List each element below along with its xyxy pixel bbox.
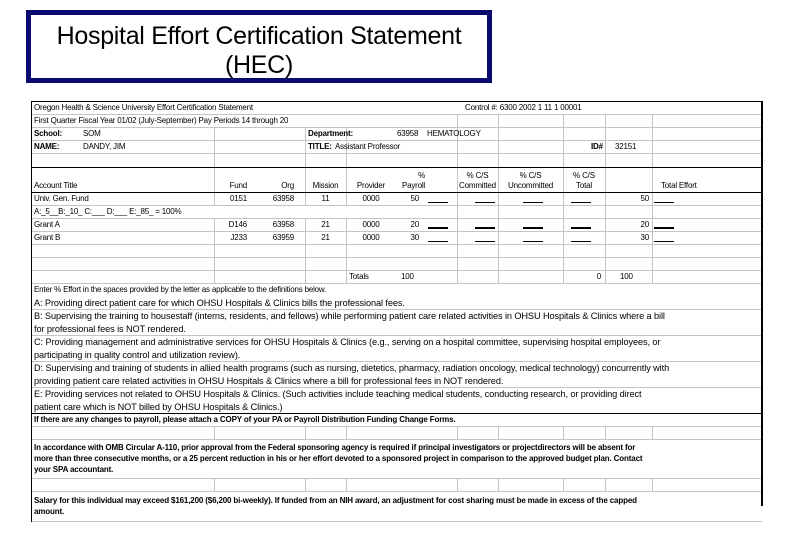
- row1-total-effort: 50: [640, 194, 649, 203]
- row1-mission: 11: [321, 194, 330, 203]
- title-value: Assistant Professor: [335, 142, 401, 151]
- row2-account: Grant A: [34, 220, 60, 229]
- row3-fund: J233: [230, 233, 247, 242]
- col-total-effort: Total Effort: [661, 181, 697, 190]
- row2-cs-uncommitted-field[interactable]: [523, 219, 543, 229]
- row1-cs-total-field[interactable]: [571, 193, 591, 203]
- grid-hline: [31, 167, 762, 168]
- row2-org: 63958: [272, 220, 294, 229]
- row3-cs-committed-field[interactable]: [475, 232, 495, 242]
- col-cs-total-line2: Total: [576, 181, 592, 190]
- row1-org: 63958: [272, 194, 294, 203]
- row1-cs-uncommitted-field[interactable]: [523, 193, 543, 203]
- row2-cs-total-field[interactable]: [571, 219, 591, 229]
- id-label: ID#: [591, 142, 603, 151]
- row1-account: Univ. Gen. Fund: [34, 194, 89, 203]
- definition-e-line2: patient care which is NOT billed by OHSU Hospitals & Clinics.): [34, 402, 283, 412]
- omb-note-line3: your SPA accountant.: [34, 465, 114, 474]
- department-code: 63958: [397, 129, 419, 138]
- definition-c-line1: C: Providing management and administrative services for OHSU Hospitals & Clinics (e.g., serving on a hospital committee, supervising hospital employees, or: [34, 337, 661, 347]
- col-org: Org: [281, 181, 294, 190]
- school-value: SOM: [83, 129, 101, 138]
- grid-hline: [31, 127, 762, 128]
- control-number: Control #: 6300 2002 1 11 1 00001: [465, 103, 582, 112]
- row1-payroll: 50: [410, 194, 419, 203]
- grid-hline: [31, 270, 762, 271]
- row1-cs-committed-field[interactable]: [475, 193, 495, 203]
- col-pct-payroll-line2: Payroll: [401, 181, 425, 190]
- omb-note-line1: In accordance with OMB Circular A-110, prior approval from the Federal sponsoring agency is required if principal investigators or projectdirectors will be absent for: [34, 443, 636, 452]
- form-border-top: [31, 101, 762, 102]
- row3-org: 63959: [272, 233, 294, 242]
- form-border-left: [31, 101, 32, 522]
- row1-provider: 0000: [362, 194, 380, 203]
- col-pct-payroll-line1: %: [418, 171, 425, 180]
- payroll-change-note: If there are any changes to payroll, please attach a COPY of your PA or Payroll Distribution Funding Change Forms.: [34, 415, 456, 424]
- row2-blank-a[interactable]: [428, 219, 448, 229]
- id-value: 32151: [615, 142, 637, 151]
- department-name: HEMATOLOGY: [427, 129, 481, 138]
- totals-label: Totals: [349, 272, 369, 281]
- period-line: First Quarter Fiscal Year 01/02 (July-September) Pay Periods 14 through 20: [34, 116, 289, 125]
- row3-blank-a[interactable]: [428, 232, 448, 242]
- col-fund: Fund: [229, 181, 247, 190]
- totals-cs-total: 0: [596, 272, 601, 281]
- row2-payroll: 20: [410, 220, 419, 229]
- omb-note-line2: more than three consecutive months, or a 25 percent reduction in his or her effort devoted to a sponsored project in comparison to the approved budget plan. Contact: [34, 454, 643, 463]
- col-cs-committed-line1: % C/S: [466, 171, 489, 180]
- salary-note-line1: Salary for this individual may exceed $161,200 ($6,200 bi-weekly). If funded from an NIH award, an adjustment for cost sharing must be made in excess of the capped: [34, 496, 637, 505]
- slide-title-box: [26, 10, 492, 83]
- effort-certification-form: [31, 101, 762, 522]
- school-label: School:: [34, 129, 62, 138]
- grid-hline: [31, 218, 762, 219]
- grid-hline: [31, 192, 762, 193]
- title-label: TITLE:: [308, 142, 332, 151]
- slide-title-line2: (HEC): [225, 51, 293, 79]
- definition-b-line2: for professional fees is NOT rendered.: [34, 324, 186, 334]
- grid-hline: [31, 439, 762, 440]
- row3-payroll: 30: [410, 233, 419, 242]
- definition-d-line2: providing patient care related activities in OHSU Hospitals & Clinics where a bill for professional fees in NOT rendered.: [34, 376, 504, 386]
- col-cs-total-line1: % C/S: [573, 171, 595, 180]
- definition-e-line1: E: Providing services not related to OHSU Hospitals & Clinics. (Such activities include teaching medical students, conducting research, or providing direct: [34, 389, 642, 399]
- col-account-title: Account Title: [34, 181, 78, 190]
- name-value: DANDY, JIM: [83, 142, 126, 151]
- row2-fund: D146: [228, 220, 247, 229]
- row3-cs-uncommitted-field[interactable]: [523, 232, 543, 242]
- row3-provider: 0000: [362, 233, 380, 242]
- row1-total-effort-field[interactable]: [654, 193, 674, 203]
- definition-a: A: Providing direct patient care for which OHSU Hospitals & Clinics bills the professional fees.: [34, 298, 405, 308]
- row2-cs-committed-field[interactable]: [475, 219, 495, 229]
- row3-cs-total-field[interactable]: [571, 232, 591, 242]
- col-cs-uncommitted-line1: % C/S: [519, 171, 542, 180]
- definition-b-line1: B: Supervising the training to housestaff (interns, residents, and fellows) while performing patient care related activities in OHSU Hospitals & Clinics where a bill: [34, 311, 665, 321]
- col-cs-committed-line2: Committed: [459, 181, 496, 190]
- grid-hline: [31, 231, 762, 232]
- department-label: Department:: [308, 129, 353, 138]
- salary-note-line2: amount.: [34, 507, 65, 516]
- grid-hline: [31, 257, 762, 258]
- definition-d-line1: D: Supervising and training of students in allied health programs (such as nursing, dietetics, pharmacy, radiation oncology, medical technology) concurrently with: [34, 363, 670, 373]
- definition-c-line2: participating in quality control and utilization review).: [34, 350, 241, 360]
- row2-provider: 0000: [362, 220, 380, 229]
- row1-fund: 0151: [230, 194, 247, 203]
- form-border-right: [761, 101, 763, 506]
- grid-hline: [31, 140, 762, 141]
- row2-total-effort: 20: [640, 220, 649, 229]
- instructions-text: Enter % Effort in the spaces provided by the letter as applicable to the definitions below.: [34, 285, 327, 294]
- totals-effort: 100: [620, 272, 633, 281]
- grid-hline: [31, 153, 762, 154]
- row1-blank-a[interactable]: [428, 193, 448, 203]
- allocation-line: A:_5__B:_10_ C:___ D:___ E:_85_ = 100%: [34, 207, 182, 216]
- grid-hline: [31, 244, 762, 245]
- col-mission: Mission: [312, 181, 339, 190]
- row3-total-effort: 30: [640, 233, 649, 242]
- slide-title-line1: Hospital Effort Certification Statement: [56, 22, 462, 50]
- grid-hline: [31, 491, 762, 492]
- row2-mission: 21: [321, 220, 330, 229]
- org-line: Oregon Health & Science University Effort Certification Statement: [34, 103, 253, 112]
- row3-mission: 21: [321, 233, 330, 242]
- grid-hline: [31, 521, 762, 522]
- col-cs-uncommitted-line2: Uncommitted: [508, 181, 553, 190]
- totals-payroll: 100: [401, 272, 414, 281]
- row2-total-effort-field[interactable]: [654, 219, 674, 229]
- row3-total-effort-field[interactable]: [654, 232, 674, 242]
- col-provider: Provider: [356, 181, 386, 190]
- name-label: NAME:: [34, 142, 60, 151]
- row3-account: Grant B: [34, 233, 61, 242]
